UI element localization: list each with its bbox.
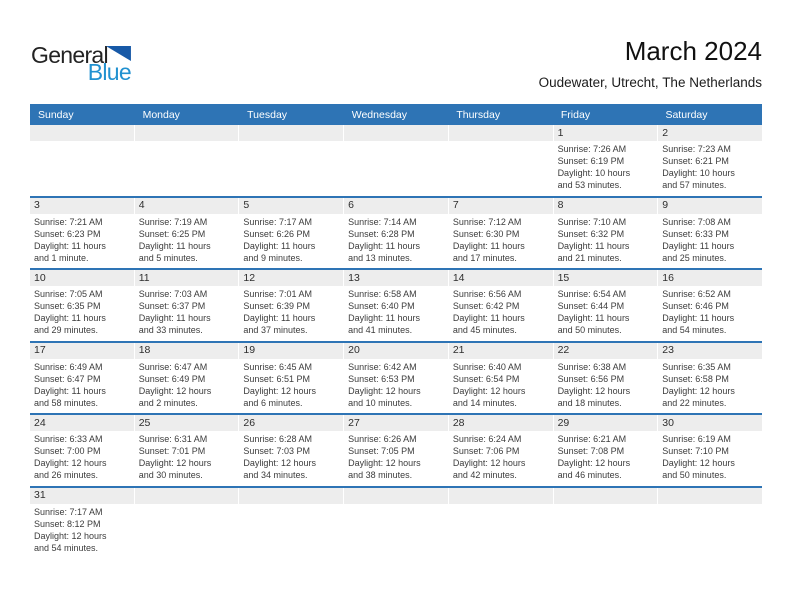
sunset-text: Sunset: 6:56 PM (557, 373, 625, 384)
day-details (344, 359, 436, 409)
date-strip (554, 488, 658, 504)
sunrise-text: Sunrise: 6:21 AM (557, 434, 627, 444)
day-cell (344, 270, 448, 341)
day-details (554, 286, 646, 336)
daylight-text: Daylight: 12 hours and 2 minutes. (138, 385, 212, 408)
day-cell (239, 198, 343, 269)
day-details (554, 141, 646, 191)
sunset-text: Sunset: 7:03 PM (243, 446, 310, 456)
date-strip (135, 488, 239, 504)
day-cell (30, 125, 134, 196)
day-cell (30, 198, 134, 269)
date-strip (658, 343, 762, 359)
daylight-text: Daylight: 10 hours and 53 minutes. (557, 168, 631, 190)
date-number: 23 (662, 344, 674, 357)
day-cell (135, 488, 239, 564)
date-number: 27 (348, 416, 360, 429)
weekday-label-monday: Monday (142, 108, 180, 121)
day-cell (135, 270, 239, 341)
sunrise-text: Sunrise: 7:14 AM (348, 216, 417, 227)
sunset-text: Sunset: 7:10 PM (662, 446, 729, 456)
day-details (30, 359, 122, 409)
weekday-label-wednesday: Wednesday (351, 108, 407, 121)
sunset-text: Sunset: 6:46 PM (662, 301, 729, 311)
daylight-text: Daylight: 12 hours and 54 minutes. (34, 530, 107, 553)
sunset-text: Sunset: 6:58 PM (662, 373, 729, 384)
logo-general-text: General (31, 42, 108, 68)
date-number: 2 (662, 126, 669, 139)
sunset-text: Sunset: 7:00 PM (34, 446, 101, 456)
date-strip (658, 488, 762, 504)
sunrise-text: Sunrise: 6:24 AM (452, 434, 522, 444)
sunset-text: Sunset: 6:35 PM (34, 301, 101, 311)
day-cell (239, 343, 343, 414)
daylight-text: Daylight: 12 hours and 18 minutes. (557, 385, 631, 408)
day-details (449, 214, 541, 264)
sunrise-text: Sunrise: 6:54 AM (557, 289, 627, 299)
month-title: March 2024 (624, 36, 762, 66)
sunset-text: Sunset: 6:39 PM (243, 301, 310, 311)
sunrise-text: Sunrise: 6:31 AM (138, 434, 208, 444)
sunrise-text: Sunrise: 6:47 AM (138, 361, 208, 372)
daylight-text: Daylight: 12 hours and 30 minutes. (138, 458, 212, 480)
date-number: 9 (662, 199, 669, 212)
day-cell (30, 415, 134, 486)
calendar (30, 104, 762, 564)
day-details (554, 431, 646, 481)
day-details (554, 214, 646, 264)
sunrise-text: Sunrise: 7:23 AM (662, 144, 731, 154)
sunrise-text: Sunrise: 7:26 AM (557, 144, 627, 154)
date-strip (449, 125, 553, 141)
week-row (30, 198, 762, 271)
sunset-text: Sunset: 7:01 PM (138, 446, 206, 456)
day-cell (239, 125, 343, 196)
date-strip (344, 125, 448, 141)
date-strip (239, 270, 343, 286)
sunrise-text: Sunrise: 7:17 AM (243, 216, 312, 227)
sunrise-text: Sunrise: 6:45 AM (243, 361, 312, 372)
day-cell (344, 415, 448, 486)
sunrise-text: Sunrise: 7:01 AM (243, 289, 312, 299)
date-number: 10 (34, 271, 46, 284)
day-details (30, 214, 122, 264)
sunrise-text: Sunrise: 6:19 AM (662, 434, 731, 444)
sunset-text: Sunset: 6:54 PM (452, 373, 520, 384)
date-number: 15 (557, 271, 570, 284)
daylight-text: Daylight: 11 hours and 21 minutes. (557, 240, 630, 263)
day-cell (239, 270, 343, 341)
date-strip (449, 198, 553, 214)
day-details (344, 286, 436, 336)
daylight-text: Daylight: 12 hours and 34 minutes. (243, 458, 316, 480)
day-cell (239, 488, 343, 564)
date-strip (658, 198, 762, 214)
date-number: 16 (662, 271, 674, 284)
date-strip (30, 415, 134, 431)
date-strip (658, 270, 762, 286)
title-block (539, 38, 762, 90)
day-cell (344, 488, 448, 564)
day-cell (658, 198, 762, 269)
weekday-label-sunday: Sunday (38, 108, 74, 121)
date-number: 14 (452, 271, 465, 284)
daylight-text: Daylight: 12 hours and 22 minutes. (662, 385, 735, 408)
day-cell (135, 198, 239, 269)
week-row (30, 270, 762, 343)
day-details (449, 286, 541, 336)
date-number: 19 (243, 344, 256, 357)
sunset-text: Sunset: 6:37 PM (138, 301, 206, 311)
date-number: 29 (557, 416, 570, 429)
day-details (239, 431, 331, 481)
date-strip (344, 198, 448, 214)
day-details (449, 359, 541, 409)
day-cell (344, 343, 448, 414)
date-number: 21 (452, 344, 465, 357)
weekday-label-friday: Friday (560, 108, 591, 121)
date-strip (554, 270, 658, 286)
date-strip (554, 198, 658, 214)
day-details (239, 214, 331, 264)
day-details (135, 214, 227, 264)
daylight-text: Daylight: 12 hours and 42 minutes. (452, 458, 526, 480)
sunset-text: Sunset: 6:26 PM (243, 228, 310, 239)
date-number: 20 (348, 344, 360, 357)
date-strip (344, 488, 448, 504)
sunrise-text: Sunrise: 7:19 AM (138, 216, 208, 227)
daylight-text: Daylight: 11 hours and 45 minutes. (452, 313, 525, 335)
week-row (30, 488, 762, 564)
date-number: 31 (34, 489, 46, 502)
date-strip (554, 415, 658, 431)
weekday-label-tuesday: Tuesday (247, 108, 288, 121)
daylight-text: Daylight: 12 hours and 50 minutes. (662, 458, 735, 480)
day-details (135, 359, 227, 409)
logo-blue-text: Blue (87, 59, 131, 85)
daylight-text: Daylight: 11 hours and 25 minutes. (662, 240, 735, 263)
day-details (658, 359, 750, 409)
date-strip (30, 125, 134, 141)
daylight-text: Daylight: 11 hours and 1 minute. (34, 240, 106, 263)
weekday-label-thursday: Thursday (456, 108, 501, 121)
day-cell (554, 488, 658, 564)
date-strip (344, 415, 448, 431)
week-row (30, 415, 762, 488)
sunrise-text: Sunrise: 6:56 AM (452, 289, 522, 299)
sunset-text: Sunset: 7:05 PM (348, 446, 415, 456)
day-details (344, 431, 436, 481)
date-strip (449, 270, 553, 286)
day-details (554, 359, 646, 409)
day-details (239, 359, 331, 409)
date-number: 4 (138, 199, 145, 212)
date-number: 26 (243, 416, 256, 429)
day-details (449, 431, 541, 481)
date-strip (135, 198, 239, 214)
daylight-text: Daylight: 11 hours and 50 minutes. (557, 313, 630, 335)
daylight-text: Daylight: 11 hours and 17 minutes. (452, 240, 525, 263)
sunset-text: Sunset: 6:21 PM (662, 156, 729, 166)
sunrise-text: Sunrise: 6:40 AM (452, 361, 522, 372)
date-number: 7 (452, 199, 459, 212)
day-cell (449, 488, 553, 564)
date-strip (344, 343, 448, 359)
date-strip (658, 125, 762, 141)
day-details (658, 431, 750, 481)
date-strip (135, 270, 239, 286)
date-strip (239, 343, 343, 359)
sunrise-text: Sunrise: 6:38 AM (557, 361, 627, 372)
date-strip (239, 488, 343, 504)
week-row (30, 125, 762, 198)
sunrise-text: Sunrise: 7:17 AM (34, 506, 103, 517)
date-number: 11 (138, 271, 150, 284)
day-cell (449, 125, 553, 196)
day-cell (658, 488, 762, 564)
day-details (30, 431, 122, 481)
date-number: 13 (348, 271, 360, 284)
day-cell (344, 198, 448, 269)
sunset-text: Sunset: 7:08 PM (557, 446, 625, 456)
daylight-text: Daylight: 12 hours and 26 minutes. (34, 458, 107, 480)
sunset-text: Sunset: 6:40 PM (348, 301, 415, 311)
sunset-text: Sunset: 6:33 PM (662, 228, 729, 239)
day-details (30, 286, 122, 336)
sunset-text: Sunset: 6:47 PM (34, 373, 101, 384)
day-cell (554, 343, 658, 414)
day-cell (554, 125, 658, 196)
date-strip (135, 343, 239, 359)
daylight-text: Daylight: 12 hours and 14 minutes. (452, 385, 526, 408)
day-cell (30, 343, 134, 414)
date-number: 24 (34, 416, 46, 429)
daylight-text: Daylight: 10 hours and 57 minutes. (662, 168, 735, 190)
date-number: 5 (243, 199, 250, 212)
daylight-text: Daylight: 11 hours and 54 minutes. (662, 313, 735, 335)
day-details (658, 286, 750, 336)
day-cell (658, 125, 762, 196)
date-number: 6 (348, 199, 354, 212)
daylight-text: Daylight: 12 hours and 46 minutes. (557, 458, 631, 480)
day-cell (30, 270, 134, 341)
date-number: 12 (243, 271, 256, 284)
daylight-text: Daylight: 11 hours and 37 minutes. (243, 313, 316, 335)
date-strip (30, 270, 134, 286)
sunset-text: Sunset: 6:53 PM (348, 373, 415, 384)
daylight-text: Daylight: 11 hours and 29 minutes. (34, 313, 106, 335)
day-details (135, 286, 227, 336)
day-details (658, 141, 750, 191)
sunrise-text: Sunrise: 6:58 AM (348, 289, 417, 299)
day-details (135, 431, 227, 481)
day-cell (554, 198, 658, 269)
calendar-weeks (30, 125, 762, 564)
sunrise-text: Sunrise: 6:52 AM (662, 289, 731, 299)
day-cell (135, 415, 239, 486)
date-strip (239, 198, 343, 214)
date-strip (344, 270, 448, 286)
daylight-text: Daylight: 11 hours and 5 minutes. (138, 240, 211, 263)
day-cell (658, 343, 762, 414)
day-cell (344, 125, 448, 196)
date-strip (30, 343, 134, 359)
date-number: 28 (452, 416, 465, 429)
date-number: 3 (34, 199, 40, 212)
day-cell (449, 198, 553, 269)
date-number: 17 (34, 344, 46, 357)
date-number: 18 (138, 344, 151, 357)
daylight-text: Daylight: 11 hours and 58 minutes. (34, 385, 106, 408)
sunrise-text: Sunrise: 7:12 AM (452, 216, 522, 227)
day-details (30, 504, 122, 554)
sunrise-text: Sunrise: 7:10 AM (557, 216, 627, 227)
day-details (344, 214, 436, 264)
daylight-text: Daylight: 12 hours and 38 minutes. (348, 458, 421, 480)
location-subtitle: Oudewater, Utrecht, The Netherlands (538, 75, 762, 90)
date-strip (449, 415, 553, 431)
sunrise-text: Sunrise: 6:49 AM (34, 361, 103, 372)
sunrise-text: Sunrise: 6:35 AM (662, 361, 731, 372)
sunrise-text: Sunrise: 7:08 AM (662, 216, 731, 227)
day-cell (658, 270, 762, 341)
day-cell (449, 343, 553, 414)
day-cell (658, 415, 762, 486)
day-cell (239, 415, 343, 486)
daylight-text: Daylight: 12 hours and 6 minutes. (243, 385, 316, 408)
day-cell (449, 415, 553, 486)
day-details (239, 286, 331, 336)
sunrise-text: Sunrise: 6:33 AM (34, 434, 103, 444)
daylight-text: Daylight: 11 hours and 33 minutes. (138, 313, 211, 335)
date-strip (30, 198, 134, 214)
sunrise-text: Sunrise: 6:28 AM (243, 434, 312, 444)
day-cell (30, 488, 134, 564)
date-strip (239, 415, 343, 431)
sunset-text: Sunset: 6:23 PM (34, 228, 101, 239)
sunset-text: Sunset: 6:28 PM (348, 228, 415, 239)
date-strip (135, 415, 239, 431)
day-cell (554, 270, 658, 341)
sunrise-text: Sunrise: 7:21 AM (34, 216, 103, 227)
day-cell (554, 415, 658, 486)
daylight-text: Daylight: 11 hours and 41 minutes. (348, 313, 421, 335)
date-strip (30, 488, 134, 504)
daylight-text: Daylight: 12 hours and 10 minutes. (348, 385, 421, 408)
sunset-text: Sunset: 8:12 PM (34, 518, 101, 529)
date-strip (658, 415, 762, 431)
date-strip (449, 488, 553, 504)
date-strip (449, 343, 553, 359)
sunset-text: Sunset: 6:30 PM (452, 228, 520, 239)
day-details (658, 214, 750, 264)
sunset-text: Sunset: 6:25 PM (138, 228, 206, 239)
date-number: 8 (557, 199, 564, 212)
sunrise-text: Sunrise: 6:26 AM (348, 434, 417, 444)
sunrise-text: Sunrise: 7:05 AM (34, 289, 103, 299)
sunset-text: Sunset: 6:51 PM (243, 373, 310, 384)
date-number: 22 (557, 344, 570, 357)
sunset-text: Sunset: 6:49 PM (138, 373, 206, 384)
weekday-header-row (30, 104, 762, 125)
sunset-text: Sunset: 6:32 PM (557, 228, 625, 239)
general-blue-logo (31, 44, 131, 84)
date-number: 30 (662, 416, 674, 429)
sunrise-text: Sunrise: 6:42 AM (348, 361, 417, 372)
daylight-text: Daylight: 11 hours and 13 minutes. (348, 240, 421, 263)
daylight-text: Daylight: 11 hours and 9 minutes. (243, 240, 316, 263)
day-cell (449, 270, 553, 341)
date-number: 25 (138, 416, 151, 429)
date-strip (239, 125, 343, 141)
date-strip (554, 343, 658, 359)
sunset-text: Sunset: 6:44 PM (557, 301, 625, 311)
date-number: 1 (557, 126, 564, 139)
day-cell (135, 125, 239, 196)
sunrise-text: Sunrise: 7:03 AM (138, 289, 208, 299)
sunset-text: Sunset: 6:42 PM (452, 301, 520, 311)
sunset-text: Sunset: 6:19 PM (557, 156, 625, 166)
day-cell (135, 343, 239, 414)
weekday-label-saturday: Saturday (665, 108, 708, 121)
sunset-text: Sunset: 7:06 PM (452, 446, 520, 456)
week-row (30, 343, 762, 416)
date-strip (554, 125, 658, 141)
date-strip (135, 125, 239, 141)
